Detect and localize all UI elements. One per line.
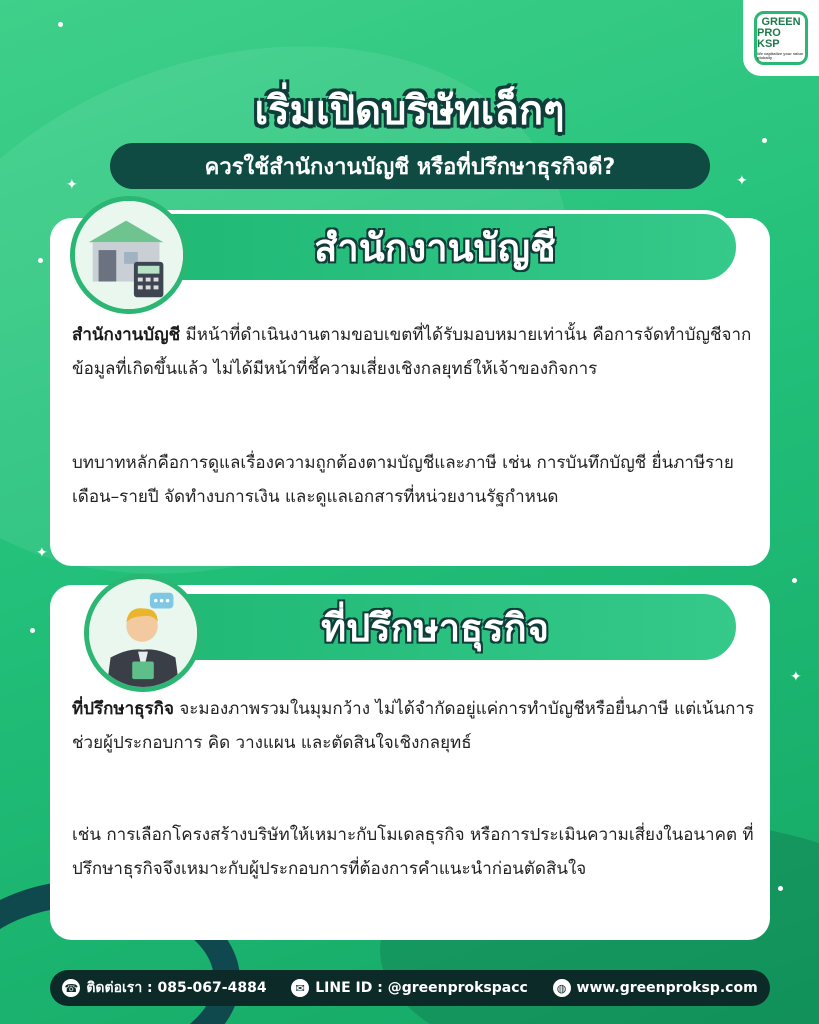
star-icon: ✦ xyxy=(736,173,748,189)
website-link[interactable] xyxy=(553,979,758,997)
card-heading: สำนักงานบัญชี xyxy=(314,225,556,270)
phone-contact[interactable] xyxy=(62,977,266,999)
card-paragraph xyxy=(72,318,762,386)
subtitle-banner xyxy=(110,143,710,189)
card-lead-term: ที่ปรึกษาธุรกิจ xyxy=(72,699,174,719)
star-icon: ✦ xyxy=(790,669,802,685)
card-lead-term: สำนักงานบัญชี xyxy=(72,325,181,345)
star-icon: ✦ xyxy=(36,545,48,561)
line-icon: ✉ xyxy=(291,979,309,997)
card-paragraph-text: บทบาทหลักคือการดูแลเรื่องความถูกต้องตามบัญชีและภาษี เช่น การบันทึกบัญชี ยื่นภาษีรายเดือน–รายปี จัดทำงบการเงิน และดูแลเอกสารที่หน่วยงานรัฐกำหนด xyxy=(72,453,734,507)
sparkle-dot xyxy=(30,628,35,633)
sparkle-dot xyxy=(58,22,63,27)
card-heading-banner xyxy=(130,210,740,284)
line-contact[interactable] xyxy=(291,979,528,997)
phone-text: ติดต่อเรา : 085-067-4884 xyxy=(86,980,267,996)
consultant-icon xyxy=(84,574,202,692)
brand-logo xyxy=(743,0,819,76)
card-paragraph-text: จะมองภาพรวมในมุมกว้าง ไม่ได้จำกัดอยู่แค่การทำบัญชีหรือยื่นภาษี แต่เน้นการช่วยผู้ประกอบการ คิด วางแผน และตัดสินใจเชิงกลยุทธ์ xyxy=(72,699,755,753)
sparkle-dot xyxy=(778,886,783,891)
card-heading: ที่ปรึกษาธุรกิจ xyxy=(321,605,549,650)
logo-text: PRO KSP xyxy=(757,26,781,50)
page-title: เริ่มเปิดบริษัทเล็กๆ xyxy=(254,88,565,134)
card-heading-banner xyxy=(130,590,740,664)
phone-icon: ☎ xyxy=(62,979,80,997)
star-icon: ✦ xyxy=(66,177,78,193)
card-paragraph-text: เช่น การเลือกโครงสร้างบริษัทให้เหมาะกับโมเดลธุรกิจ หรือการประเมินความเสี่ยงในอนาคต ที่ปรึกษาธุรกิจจึงเหมาะกับผู้ประกอบการที่ต้องการคำแนะนำก่อนตัดสินใจ xyxy=(72,825,754,879)
logo-tagline: We capitalize your value globally xyxy=(757,50,804,60)
sparkle-dot xyxy=(792,578,797,583)
card-paragraph xyxy=(72,692,762,760)
page-subtitle: ควรใช้สำนักงานบัญชี หรือที่ปรึกษาธุรกิจดี? xyxy=(204,154,616,180)
card-paragraph-text: มีหน้าที่ดำเนินงานตามขอบเขตที่ได้รับมอบหมายเท่านั้น คือการจัดทำบัญชีจากข้อมูลที่เกิดขึ้นแล้ว ไม่ได้มีหน้าที่ชี้ความเสี่ยงเชิงกลยุทธ์ให้เจ้าของกิจการ xyxy=(72,325,752,379)
globe-icon: ◍ xyxy=(553,979,571,997)
website-text: www.greenproksp.com xyxy=(576,980,758,996)
contact-footer xyxy=(50,970,770,1006)
sparkle-dot xyxy=(38,258,43,263)
office-calculator-icon xyxy=(70,196,188,314)
logo-text: GREEN xyxy=(761,15,801,28)
line-text: LINE ID : @greenprokspacc xyxy=(315,980,528,996)
